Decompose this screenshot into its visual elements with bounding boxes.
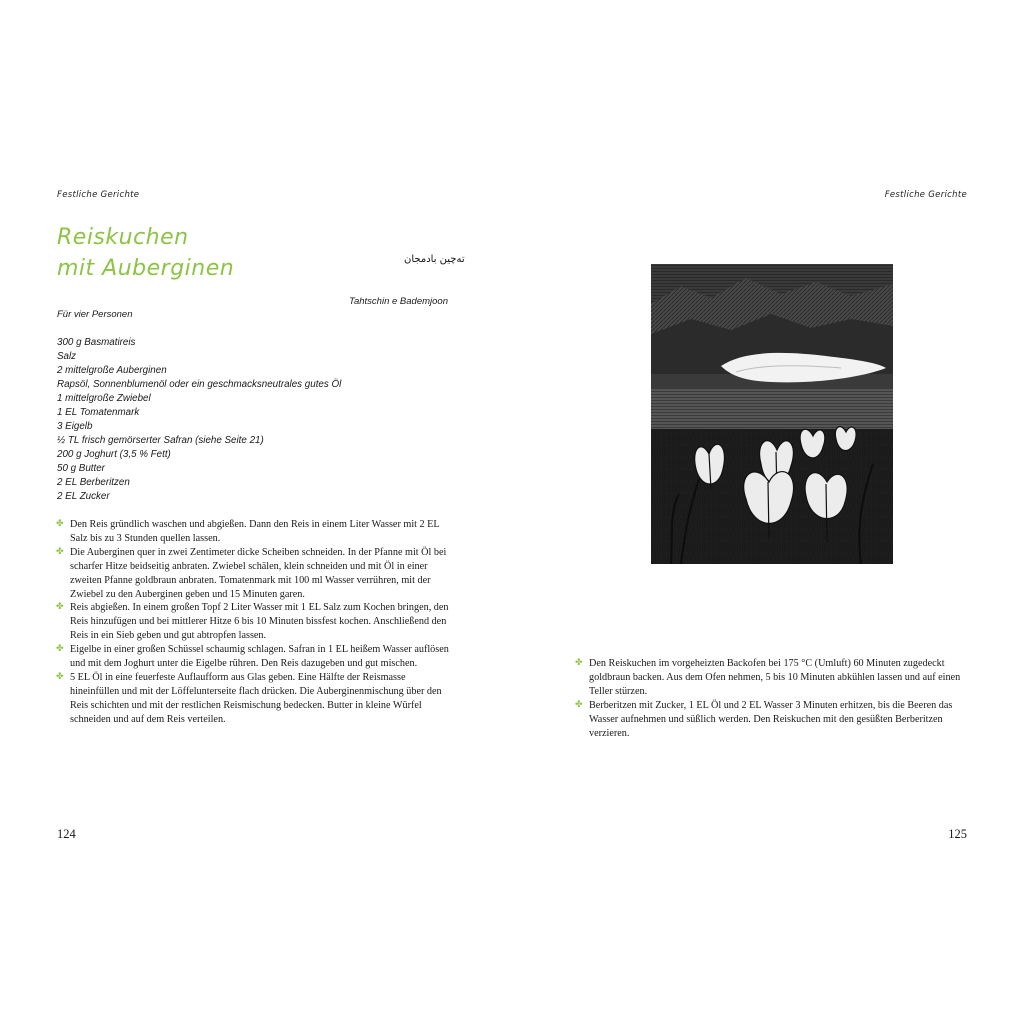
ingredient-item: 2 EL Berberitzen (57, 477, 130, 488)
ingredient-item: 1 EL Tomatenmark (57, 407, 140, 418)
step-text: Reis abgießen. In einem großen Topf 2 Liter Wasser mit 1 EL Salz zum Kochen bringen, den Reis hinzufügen und bei mittlerer Hitze 6 bis 10 Minuten bissfest kochen. Anschließend den Reis in ein Sieb geben und gut abtropfen lassen. (70, 602, 449, 642)
woodcut-illustration (651, 264, 893, 564)
instruction-list (56, 518, 454, 727)
flower-bullet-icon: ✤ (56, 546, 64, 557)
step-text: Den Reiskuchen im vorgeheizten Backofen bei 175 °C (Umluft) 60 Minuten zugedeckt goldbraun backen. Aus dem Ofen nehmen, 5 bis 10 Minuten abkühlen lassen und auf einen Teller stürzen. (589, 658, 961, 697)
servings: Für vier Personen (57, 309, 133, 320)
step-text: Den Reis gründlich waschen und abgießen. Dann den Reis in einem Liter Wasser mit 2 EL Salz bis zu 3 Stunden quellen lassen. (70, 519, 440, 544)
ingredient-item: 1 mittelgroße Zwiebel (57, 393, 151, 404)
running-head: Festliche Gerichte (884, 190, 967, 200)
persian-title: ته‌چین بادمجان (404, 254, 465, 265)
ingredient-item: 300 g Basmatireis (57, 337, 136, 348)
ingredient-list (57, 336, 457, 504)
ingredient-item: 2 mittelgroße Auberginen (57, 365, 167, 376)
ingredient-item: 2 EL Zucker (57, 491, 110, 502)
ingredient-item: Rapsöl, Sonnenblumenöl oder ein geschmacksneutrales gutes Öl (57, 379, 342, 390)
step-text: Eigelbe in einer großen Schüssel schaumig schlagen. Safran in 1 EL heißem Wasser auflösen und mit dem Joghurt unter die Eigelbe rühren. Den Reis dazugeben und gut mischen. (70, 644, 449, 670)
recipe-title (57, 222, 234, 284)
transliteration: Tahtschin e Bademjoon (349, 296, 448, 307)
flower-bullet-icon: ✤ (575, 699, 583, 710)
ingredient-item: 3 Eigelb (57, 421, 93, 432)
flower-bullet-icon: ✤ (56, 519, 64, 529)
recipe-title-line-2: mit Auberginen (57, 256, 235, 281)
instruction-step (575, 657, 971, 699)
instruction-step (56, 671, 454, 727)
ingredient-item: ½ TL frisch gemörserter Safran (siehe Seite 21) (57, 435, 264, 446)
flower-bullet-icon: ✤ (575, 658, 583, 668)
step-text: Berberitzen mit Zucker, 1 EL Öl und 2 EL Wasser 3 Minuten erhitzen, bis die Beeren das Wasser aufnehmen und süßlich werden. Den Reiskuchen mit den gesüßten Berberitzen verzieren. (589, 699, 953, 739)
instruction-step (56, 546, 454, 602)
running-head: Festliche Gerichte (57, 190, 140, 200)
page-number: 124 (57, 827, 76, 841)
instruction-step (56, 601, 454, 643)
recipe-title-line-1: Reiskuchen (57, 225, 189, 250)
instruction-step (56, 518, 454, 546)
step-text: 5 EL Öl in eine feuerfeste Auflaufform aus Glas geben. Eine Hälfte der Reismasse hineinfüllen und mit der Löffelunterseite flach drücken. Die Auberginenmischung über den Reis schichten und mit der restlichen Reismischung bedecken. Butter in kleine Würfel schneiden und auf dem Reis verteilen. (70, 671, 442, 725)
flower-bullet-icon: ✤ (56, 671, 64, 682)
step-text: Die Auberginen quer in zwei Zentimeter dicke Scheiben schneiden. In der Pfanne mit Öl bei scharfer Hitze beidseitig anbraten. Zwiebel schälen, klein schneiden und mit Öl in einer zweiten Pfanne goldbraun anbraten. Tomatenmark mit 100 ml Wasser verrühren, mit der Zwiebel zu den Auberginen geben und 15 Minuten garen. (70, 546, 447, 600)
instruction-list (575, 657, 971, 740)
instruction-step (56, 643, 454, 671)
page-number: 125 (948, 827, 967, 841)
ingredient-item: 200 g Joghurt (3,5 % Fett) (57, 449, 171, 460)
ingredient-item: 50 g Butter (57, 463, 105, 474)
right-page (512, 0, 1024, 1024)
flower-bullet-icon: ✤ (56, 602, 64, 613)
instruction-step (575, 699, 971, 741)
flower-bullet-icon: ✤ (56, 644, 64, 655)
ingredient-item: Salz (57, 351, 77, 362)
landscape-crocus-image (651, 264, 893, 564)
